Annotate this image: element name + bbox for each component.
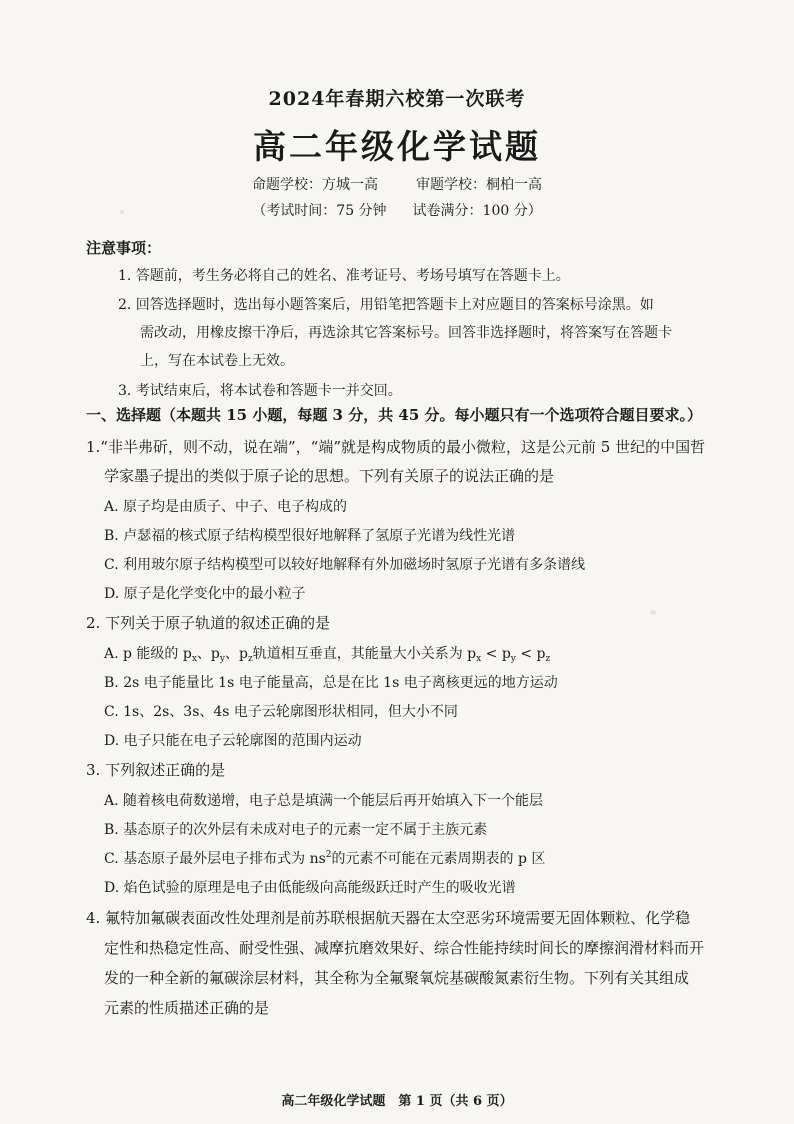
- question-1-stem: 1.“非半弗斫，则不动，说在端”，“端”就是构成物质的最小微粒，这是公元前 5 世纪的中国哲: [86, 438, 706, 456]
- question-4-stem-cont: 元素的性质描述正确的是: [104, 999, 270, 1017]
- question-1-option-c: C. 利用玻尔原子结构模型可以较好地解释有外加磁场时氢原子光谱有多条谱线: [104, 557, 586, 573]
- option-text: A. p 能级的 p: [104, 646, 192, 662]
- page-footer: 高二年级化学试题 第 1 页（共 6 页）: [281, 1094, 513, 1109]
- exam-subtitle: 2024年春期六校第一次联考: [268, 88, 526, 110]
- option-text: 的元素不可能在元素周期表的 p 区: [331, 851, 546, 867]
- question-1-stem-cont: 学家墨子提出的类似于原子论的思想。下列有关原子的说法正确的是: [104, 467, 555, 485]
- exam-title: 高二年级化学试题: [253, 127, 541, 166]
- option-text: C. 基态原子最外层电子排布式为 ns: [104, 851, 326, 867]
- question-2-option-c: C. 1s、2s、3s、4s 电子云轮廓图形状相同，但大小不同: [104, 704, 458, 720]
- subscript: z: [545, 654, 551, 664]
- notice-item-2-cont: 上，写在本试卷上无效。: [140, 353, 294, 369]
- subscript: z: [247, 654, 253, 664]
- question-2-option-b: B. 2s 电子能量比 1s 电子能量高，总是在比 1s 电子离核更远的地方运动: [104, 675, 558, 691]
- subscript: y: [219, 654, 225, 664]
- question-3-option-b: B. 基态原子的次外层有未成对电子的元素一定不属于主族元素: [104, 822, 488, 838]
- proposer-school: 命题学校：方城一高: [252, 177, 378, 193]
- question-2-stem: 2. 下列关于原子轨道的叙述正确的是: [86, 614, 331, 632]
- option-text: 轨道相互垂直，其能量大小关系为 p: [252, 646, 477, 662]
- notice-item-3: 3. 考试结束后，将本试卷和答题卡一并交回。: [118, 383, 402, 399]
- meta-row-schools: [0, 174, 794, 194]
- question-4-stem-cont: 定性和热稳定性高、耐受性强、减摩抗磨效果好、综合性能持续时间长的摩擦润滑材料而开: [104, 939, 705, 957]
- question-3-option-d: D. 焰色试验的原理是电子由低能级向高能级跃迁时产生的吸收光谱: [104, 880, 516, 896]
- notice-item-2-cont: 需改动，用橡皮擦干净后，再选涂其它答案标号。回答非选择题时，将答案写在答题卡: [140, 325, 672, 341]
- notice-item-2: 2. 回答选择题时，选出每小题答案后，用铅笔把答题卡上对应题目的答案标号涂黑。如: [118, 297, 654, 313]
- option-text: 、p: [224, 646, 248, 662]
- question-2-option-a: [104, 643, 550, 664]
- meta-row-time: [0, 200, 794, 220]
- question-1-option-a: A. 原子均是由质子、中子、电子构成的: [104, 499, 348, 515]
- question-3-option-a: A. 随着核电荷数递增，电子总是填满一个能层后再开始填入下一个能层: [104, 793, 544, 809]
- scan-speck: [650, 610, 656, 615]
- question-4-stem-cont: 发的一种全新的氟碳涂层材料，其全称为全氟聚氧烷基碳酸氮素衍生物。下列有关其组成: [104, 969, 690, 987]
- subscript: x: [476, 654, 482, 664]
- option-text: 、p: [196, 646, 220, 662]
- section-title: 一、选择题（本题共 15 小题，每题 3 分，共 45 分。每小题只有一个选项符合题目要求。）: [86, 406, 703, 424]
- question-3-stem: 3. 下列叙述正确的是: [86, 761, 226, 779]
- exam-header: [0, 84, 794, 220]
- option-text: < p: [481, 646, 511, 662]
- full-score: 试卷满分：100 分）: [412, 203, 542, 219]
- question-3-option-c: [104, 848, 545, 868]
- superscript: 2: [325, 850, 332, 860]
- subscript: y: [510, 654, 516, 664]
- question-1-option-d: D. 原子是化学变化中的最小粒子: [104, 586, 306, 602]
- subscript: x: [191, 654, 197, 664]
- exam-time: （考试时间：75 分钟: [252, 203, 387, 219]
- question-4-stem: 4. 氟特加氟碳表面改性处理剂是前苏联根据航天器在太空恶劣环境需要无固体颗粒、化学稳: [86, 909, 691, 927]
- question-1-option-b: B. 卢瑟福的核式原子结构模型很好地解释了氢原子光谱为线性光谱: [104, 528, 516, 544]
- reviewer-school: 审题学校：桐柏一高: [416, 177, 542, 193]
- notice-title: 注意事项：: [86, 239, 162, 257]
- notice-item-1: 1. 答题前，考生务必将自己的姓名、准考证号、考场号填写在答题卡上。: [118, 268, 570, 284]
- option-text: < p: [515, 646, 546, 662]
- question-2-option-d: D. 电子只能在电子云轮廓图的范围内运动: [104, 733, 362, 749]
